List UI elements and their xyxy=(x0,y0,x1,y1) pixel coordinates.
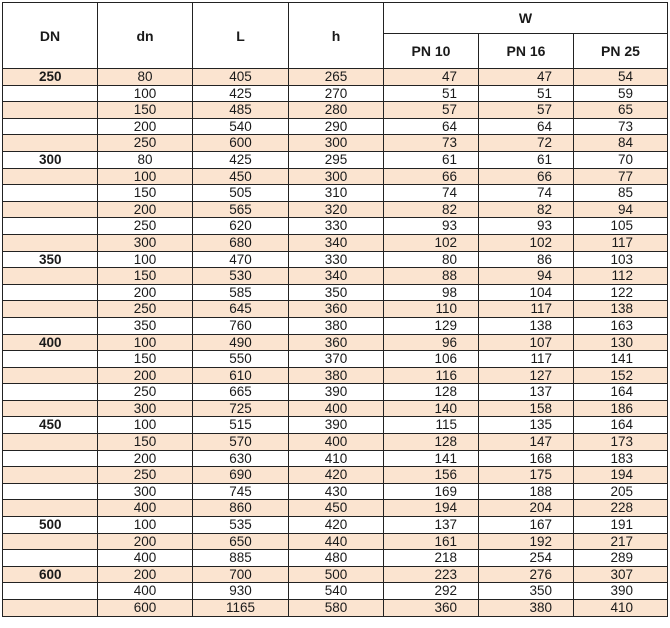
cell-length: 645 xyxy=(193,301,289,318)
cell-height: 540 xyxy=(289,583,384,600)
cell-dn: 100 xyxy=(98,517,193,534)
cell-height: 265 xyxy=(289,69,384,86)
cell-weight-pn25: 122 xyxy=(574,284,668,301)
cell-weight-pn25: 194 xyxy=(574,467,668,484)
table-row xyxy=(3,218,668,235)
cell-dn: 150 xyxy=(98,102,193,119)
cell-length: 490 xyxy=(193,334,289,351)
table-row xyxy=(3,600,668,617)
header-length: L xyxy=(193,3,289,69)
cell-height: 300 xyxy=(289,168,384,185)
table-row xyxy=(3,118,668,135)
table-row xyxy=(3,301,668,318)
table-row xyxy=(3,517,668,534)
cell-dn-main xyxy=(3,102,98,119)
header-dn-main: DN xyxy=(3,3,98,69)
cell-dn-main xyxy=(3,600,98,617)
cell-weight-pn25: 205 xyxy=(574,483,668,500)
cell-dn: 250 xyxy=(98,135,193,152)
cell-weight-pn25: 70 xyxy=(574,151,668,168)
cell-length: 570 xyxy=(193,434,289,451)
cell-weight-pn16: 350 xyxy=(479,583,574,600)
cell-dn-main xyxy=(3,467,98,484)
cell-length: 470 xyxy=(193,251,289,268)
header-weight: W xyxy=(384,3,668,34)
cell-height: 340 xyxy=(289,268,384,285)
cell-length: 405 xyxy=(193,69,289,86)
cell-height: 370 xyxy=(289,351,384,368)
cell-dn-main: 300 xyxy=(3,151,98,168)
cell-weight-pn16: 57 xyxy=(479,102,574,119)
cell-dn-main xyxy=(3,284,98,301)
cell-weight-pn16: 102 xyxy=(479,234,574,251)
cell-weight-pn25: 186 xyxy=(574,400,668,417)
cell-weight-pn16: 94 xyxy=(479,268,574,285)
table-row xyxy=(3,251,668,268)
cell-height: 295 xyxy=(289,151,384,168)
cell-dn-main xyxy=(3,185,98,202)
cell-dn-main xyxy=(3,351,98,368)
cell-weight-pn16: 86 xyxy=(479,251,574,268)
table-row xyxy=(3,334,668,351)
cell-height: 380 xyxy=(289,367,384,384)
cell-weight-pn25: 183 xyxy=(574,450,668,467)
cell-dn-main xyxy=(3,483,98,500)
cell-length: 485 xyxy=(193,102,289,119)
cell-weight-pn25: 289 xyxy=(574,550,668,567)
cell-height: 450 xyxy=(289,500,384,517)
cell-dn-main xyxy=(3,367,98,384)
cell-weight-pn16: 127 xyxy=(479,367,574,384)
cell-height: 400 xyxy=(289,434,384,451)
cell-dn: 350 xyxy=(98,317,193,334)
cell-weight-pn25: 105 xyxy=(574,218,668,235)
cell-weight-pn10: 47 xyxy=(384,69,479,86)
cell-dn: 200 xyxy=(98,566,193,583)
cell-weight-pn16: 104 xyxy=(479,284,574,301)
cell-height: 280 xyxy=(289,102,384,119)
cell-length: 745 xyxy=(193,483,289,500)
cell-height: 580 xyxy=(289,600,384,617)
cell-weight-pn25: 73 xyxy=(574,118,668,135)
cell-weight-pn25: 59 xyxy=(574,85,668,102)
cell-weight-pn25: 164 xyxy=(574,417,668,434)
cell-weight-pn10: 82 xyxy=(384,201,479,218)
cell-length: 665 xyxy=(193,384,289,401)
cell-weight-pn10: 141 xyxy=(384,450,479,467)
cell-weight-pn25: 390 xyxy=(574,583,668,600)
dimension-weight-table xyxy=(2,2,668,617)
cell-weight-pn10: 169 xyxy=(384,483,479,500)
cell-length: 610 xyxy=(193,367,289,384)
cell-weight-pn10: 223 xyxy=(384,566,479,583)
cell-length: 540 xyxy=(193,118,289,135)
cell-height: 360 xyxy=(289,301,384,318)
cell-weight-pn16: 254 xyxy=(479,550,574,567)
cell-dn: 250 xyxy=(98,218,193,235)
cell-height: 380 xyxy=(289,317,384,334)
cell-weight-pn10: 61 xyxy=(384,151,479,168)
cell-dn: 600 xyxy=(98,600,193,617)
cell-weight-pn25: 173 xyxy=(574,434,668,451)
cell-weight-pn16: 137 xyxy=(479,384,574,401)
cell-weight-pn10: 129 xyxy=(384,317,479,334)
cell-weight-pn16: 158 xyxy=(479,400,574,417)
cell-length: 690 xyxy=(193,467,289,484)
table-row xyxy=(3,400,668,417)
cell-dn-main xyxy=(3,317,98,334)
cell-height: 320 xyxy=(289,201,384,218)
cell-weight-pn25: 103 xyxy=(574,251,668,268)
cell-height: 420 xyxy=(289,467,384,484)
cell-dn-main xyxy=(3,85,98,102)
cell-weight-pn10: 102 xyxy=(384,234,479,251)
cell-height: 360 xyxy=(289,334,384,351)
cell-weight-pn25: 94 xyxy=(574,201,668,218)
cell-weight-pn16: 188 xyxy=(479,483,574,500)
cell-weight-pn16: 380 xyxy=(479,600,574,617)
cell-weight-pn25: 152 xyxy=(574,367,668,384)
table-row xyxy=(3,450,668,467)
cell-weight-pn25: 410 xyxy=(574,600,668,617)
cell-length: 860 xyxy=(193,500,289,517)
cell-weight-pn10: 98 xyxy=(384,284,479,301)
cell-length: 725 xyxy=(193,400,289,417)
cell-dn: 100 xyxy=(98,334,193,351)
cell-dn-main: 450 xyxy=(3,417,98,434)
cell-weight-pn25: 54 xyxy=(574,69,668,86)
cell-length: 565 xyxy=(193,201,289,218)
cell-weight-pn16: 93 xyxy=(479,218,574,235)
cell-dn-main xyxy=(3,118,98,135)
cell-dn-main xyxy=(3,400,98,417)
cell-height: 420 xyxy=(289,517,384,534)
cell-dn-main: 350 xyxy=(3,251,98,268)
cell-dn: 150 xyxy=(98,185,193,202)
cell-weight-pn10: 128 xyxy=(384,384,479,401)
cell-dn-main xyxy=(3,583,98,600)
cell-weight-pn10: 360 xyxy=(384,600,479,617)
table-row xyxy=(3,135,668,152)
cell-weight-pn16: 117 xyxy=(479,351,574,368)
cell-weight-pn10: 74 xyxy=(384,185,479,202)
cell-weight-pn10: 88 xyxy=(384,268,479,285)
cell-dn: 250 xyxy=(98,384,193,401)
table-row xyxy=(3,500,668,517)
table-row xyxy=(3,566,668,583)
cell-dn: 150 xyxy=(98,434,193,451)
cell-dn-main xyxy=(3,234,98,251)
cell-weight-pn10: 115 xyxy=(384,417,479,434)
cell-weight-pn16: 66 xyxy=(479,168,574,185)
table-body xyxy=(3,69,668,617)
cell-weight-pn25: 130 xyxy=(574,334,668,351)
cell-weight-pn25: 65 xyxy=(574,102,668,119)
cell-length: 425 xyxy=(193,151,289,168)
cell-height: 330 xyxy=(289,218,384,235)
header-dn: dn xyxy=(98,3,193,69)
cell-weight-pn10: 156 xyxy=(384,467,479,484)
cell-weight-pn25: 85 xyxy=(574,185,668,202)
cell-weight-pn25: 141 xyxy=(574,351,668,368)
cell-weight-pn16: 64 xyxy=(479,118,574,135)
cell-height: 310 xyxy=(289,185,384,202)
cell-weight-pn10: 73 xyxy=(384,135,479,152)
cell-weight-pn25: 112 xyxy=(574,268,668,285)
cell-length: 425 xyxy=(193,85,289,102)
cell-length: 450 xyxy=(193,168,289,185)
cell-dn: 400 xyxy=(98,550,193,567)
cell-dn-main: 400 xyxy=(3,334,98,351)
cell-weight-pn10: 140 xyxy=(384,400,479,417)
cell-length: 700 xyxy=(193,566,289,583)
cell-dn: 150 xyxy=(98,268,193,285)
cell-weight-pn16: 192 xyxy=(479,533,574,550)
cell-dn: 250 xyxy=(98,301,193,318)
cell-dn: 80 xyxy=(98,151,193,168)
cell-weight-pn16: 204 xyxy=(479,500,574,517)
cell-weight-pn16: 51 xyxy=(479,85,574,102)
cell-weight-pn25: 117 xyxy=(574,234,668,251)
cell-weight-pn10: 161 xyxy=(384,533,479,550)
cell-dn: 400 xyxy=(98,583,193,600)
cell-weight-pn25: 307 xyxy=(574,566,668,583)
table-row xyxy=(3,168,668,185)
cell-dn-main: 600 xyxy=(3,566,98,583)
cell-height: 390 xyxy=(289,384,384,401)
table-row xyxy=(3,317,668,334)
table-row xyxy=(3,417,668,434)
cell-weight-pn16: 167 xyxy=(479,517,574,534)
cell-dn: 400 xyxy=(98,500,193,517)
cell-weight-pn16: 147 xyxy=(479,434,574,451)
cell-dn: 150 xyxy=(98,351,193,368)
cell-weight-pn25: 228 xyxy=(574,500,668,517)
cell-dn: 100 xyxy=(98,85,193,102)
cell-dn: 200 xyxy=(98,367,193,384)
cell-weight-pn16: 82 xyxy=(479,201,574,218)
header-pn25: PN 25 xyxy=(574,34,668,69)
cell-length: 650 xyxy=(193,533,289,550)
cell-length: 550 xyxy=(193,351,289,368)
cell-weight-pn10: 128 xyxy=(384,434,479,451)
cell-height: 400 xyxy=(289,400,384,417)
cell-height: 270 xyxy=(289,85,384,102)
cell-height: 300 xyxy=(289,135,384,152)
cell-dn-main: 250 xyxy=(3,69,98,86)
table-row xyxy=(3,367,668,384)
table-row xyxy=(3,550,668,567)
cell-length: 585 xyxy=(193,284,289,301)
cell-weight-pn10: 292 xyxy=(384,583,479,600)
cell-weight-pn16: 74 xyxy=(479,185,574,202)
cell-height: 440 xyxy=(289,533,384,550)
cell-length: 760 xyxy=(193,317,289,334)
cell-weight-pn25: 138 xyxy=(574,301,668,318)
cell-height: 410 xyxy=(289,450,384,467)
cell-height: 290 xyxy=(289,118,384,135)
cell-dn-main xyxy=(3,201,98,218)
cell-height: 430 xyxy=(289,483,384,500)
cell-length: 530 xyxy=(193,268,289,285)
cell-length: 680 xyxy=(193,234,289,251)
cell-weight-pn10: 66 xyxy=(384,168,479,185)
cell-dn: 200 xyxy=(98,450,193,467)
table-row xyxy=(3,533,668,550)
cell-height: 330 xyxy=(289,251,384,268)
cell-length: 535 xyxy=(193,517,289,534)
cell-dn: 200 xyxy=(98,201,193,218)
table-row xyxy=(3,483,668,500)
cell-weight-pn16: 135 xyxy=(479,417,574,434)
table-row xyxy=(3,234,668,251)
cell-length: 885 xyxy=(193,550,289,567)
cell-dn-main xyxy=(3,450,98,467)
cell-dn-main xyxy=(3,550,98,567)
cell-weight-pn25: 84 xyxy=(574,135,668,152)
cell-length: 515 xyxy=(193,417,289,434)
cell-length: 1165 xyxy=(193,600,289,617)
cell-height: 390 xyxy=(289,417,384,434)
header-pn16: PN 16 xyxy=(479,34,574,69)
table-header xyxy=(3,3,668,69)
cell-dn: 100 xyxy=(98,168,193,185)
cell-weight-pn16: 276 xyxy=(479,566,574,583)
table-row xyxy=(3,467,668,484)
cell-weight-pn16: 61 xyxy=(479,151,574,168)
cell-dn-main xyxy=(3,533,98,550)
table-row xyxy=(3,384,668,401)
cell-length: 505 xyxy=(193,185,289,202)
table-row xyxy=(3,268,668,285)
cell-height: 500 xyxy=(289,566,384,583)
table-row xyxy=(3,185,668,202)
table-row xyxy=(3,284,668,301)
cell-weight-pn10: 218 xyxy=(384,550,479,567)
cell-weight-pn25: 217 xyxy=(574,533,668,550)
cell-dn: 200 xyxy=(98,284,193,301)
cell-dn-main: 500 xyxy=(3,517,98,534)
cell-length: 600 xyxy=(193,135,289,152)
cell-weight-pn10: 116 xyxy=(384,367,479,384)
cell-dn-main xyxy=(3,268,98,285)
cell-dn: 300 xyxy=(98,483,193,500)
cell-weight-pn16: 107 xyxy=(479,334,574,351)
cell-weight-pn25: 163 xyxy=(574,317,668,334)
table-row xyxy=(3,583,668,600)
cell-dn: 200 xyxy=(98,533,193,550)
table-row xyxy=(3,102,668,119)
table-row xyxy=(3,434,668,451)
cell-dn: 300 xyxy=(98,234,193,251)
cell-weight-pn10: 194 xyxy=(384,500,479,517)
cell-dn-main xyxy=(3,218,98,235)
cell-weight-pn10: 64 xyxy=(384,118,479,135)
cell-dn-main xyxy=(3,301,98,318)
cell-dn: 200 xyxy=(98,118,193,135)
table-row xyxy=(3,201,668,218)
header-pn10: PN 10 xyxy=(384,34,479,69)
cell-weight-pn25: 164 xyxy=(574,384,668,401)
cell-weight-pn16: 175 xyxy=(479,467,574,484)
cell-dn: 300 xyxy=(98,400,193,417)
cell-dn-main xyxy=(3,500,98,517)
cell-weight-pn10: 51 xyxy=(384,85,479,102)
cell-dn-main xyxy=(3,434,98,451)
cell-dn: 100 xyxy=(98,417,193,434)
cell-weight-pn25: 191 xyxy=(574,517,668,534)
cell-height: 350 xyxy=(289,284,384,301)
cell-weight-pn10: 93 xyxy=(384,218,479,235)
cell-weight-pn10: 80 xyxy=(384,251,479,268)
cell-weight-pn10: 110 xyxy=(384,301,479,318)
table-row xyxy=(3,69,668,86)
cell-dn: 80 xyxy=(98,69,193,86)
cell-height: 340 xyxy=(289,234,384,251)
cell-dn-main xyxy=(3,168,98,185)
cell-weight-pn10: 96 xyxy=(384,334,479,351)
cell-dn-main xyxy=(3,135,98,152)
cell-height: 480 xyxy=(289,550,384,567)
header-height: h xyxy=(289,3,384,69)
header-row-1 xyxy=(3,3,668,34)
table-row xyxy=(3,351,668,368)
cell-weight-pn16: 138 xyxy=(479,317,574,334)
cell-weight-pn16: 168 xyxy=(479,450,574,467)
cell-length: 620 xyxy=(193,218,289,235)
cell-dn: 250 xyxy=(98,467,193,484)
cell-weight-pn16: 117 xyxy=(479,301,574,318)
table-row xyxy=(3,151,668,168)
cell-length: 930 xyxy=(193,583,289,600)
table-row xyxy=(3,85,668,102)
cell-weight-pn16: 72 xyxy=(479,135,574,152)
cell-length: 630 xyxy=(193,450,289,467)
dimension-table-container xyxy=(2,2,667,617)
cell-weight-pn16: 47 xyxy=(479,69,574,86)
cell-weight-pn10: 137 xyxy=(384,517,479,534)
cell-weight-pn25: 77 xyxy=(574,168,668,185)
cell-dn: 100 xyxy=(98,251,193,268)
cell-weight-pn10: 106 xyxy=(384,351,479,368)
cell-dn-main xyxy=(3,384,98,401)
cell-weight-pn10: 57 xyxy=(384,102,479,119)
